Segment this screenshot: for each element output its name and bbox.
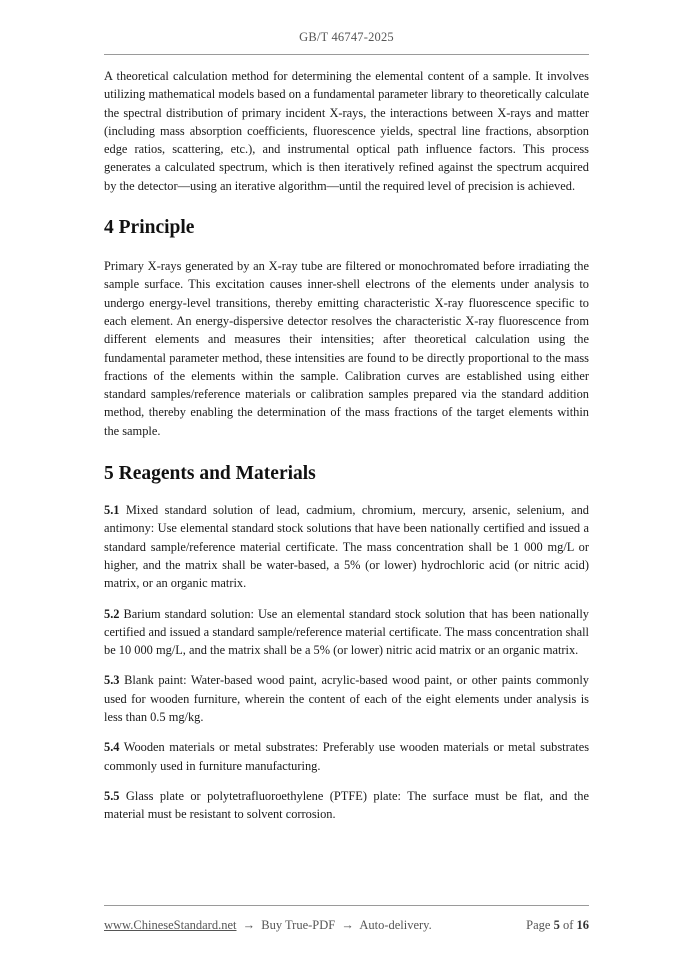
clause-text: Blank paint: Water-based wood paint, acrylic-based wood paint, or other paints commonly used for wooden furniture, wherein the content of each of the eight elements under analysis is less than 0.5 mg/kg. bbox=[104, 673, 589, 725]
arrow-right-icon: → bbox=[242, 918, 256, 932]
header-divider bbox=[104, 54, 589, 55]
document-footer bbox=[104, 918, 589, 933]
definition-paragraph: A theoretical calculation method for determining the elemental content of a sample. It involves utilizing mathematical models based on a fundamental parameter library to theoretically calculate the spectral distribution of primary incident X-rays, the interactions between X-rays and matter (including mass absorption coefficients, fluorescence yields, spectral line fractions, absorption edge ratios, scattering, etc.), and instrumental optical path influence factors. This process generates a calculated spectrum, which is then iteratively refined against the spectrum acquired by the detector—using an iterative algorithm—until the required level of precision is achieved. bbox=[104, 69, 589, 193]
page-indicator bbox=[526, 918, 589, 933]
principle-heading: 4 Principle bbox=[104, 217, 195, 239]
reagents-heading: 5 Reagents and Materials bbox=[104, 463, 316, 485]
clause-text: Barium standard solution: Use an elemental standard stock solution that has been nationally certified and issued a standard sample/reference material certificate. The mass concentration shall be 10 000 mg/L, and the matrix shall be a 5% (or lower) nitric acid matrix or an organic matrix. bbox=[104, 606, 589, 658]
principle-paragraph: Primary X-rays generated by an X-ray tube are filtered or monochromated before irradiating the sample surface. This excitation causes inner-shell electrons of the elements under analysis to undergo energy-level transitions, thereby emitting characteristic X-ray fluorescence specific to each element. An energy-dispersive detector resolves the characteristic X-ray fluorescence from different elements and measures their intensities; after theoretical calculation using the fundamental parameter method, these intensities are found to be directly proportional to the mass fractions of the elements within the sample. Calibration curves are established using either standard samples/reference materials or calibration samples prepared via the standard addition method, thereby enabling the determination of the mass fractions of the target elements within the sample. bbox=[104, 259, 589, 438]
clause-text: Glass plate or polytetrafluoroethylene (PTFE) plate: The surface must be flat, and the material must be resistant to solvent corrosion. bbox=[104, 788, 589, 822]
clause-text: Wooden materials or metal substrates: Preferably use wooden materials or metal substrates commonly used in furniture manufacturing. bbox=[104, 740, 590, 773]
page-content bbox=[104, 67, 589, 836]
clause-number: 5.2 bbox=[104, 606, 120, 621]
footer-promo bbox=[104, 918, 432, 933]
delivery-text: Auto-delivery. bbox=[359, 918, 432, 932]
clause-5-4 bbox=[104, 738, 589, 775]
page-total: 16 bbox=[576, 918, 589, 932]
page-of: of bbox=[562, 918, 574, 932]
website-link[interactable]: www.ChineseStandard.net bbox=[104, 918, 237, 932]
footer-divider bbox=[104, 905, 589, 906]
clause-number: 5.4 bbox=[104, 740, 120, 755]
clause-text: Mixed standard solution of lead, cadmium, chromium, mercury, arsenic, selenium, and antimony: Use elemental standard stock solutions that have been nationally certified and issued a standard sample/reference material certificate. The mass concentration shall be 1 000 mg/L or higher, and the matrix shall be water-based, a 5% (or lower) hydrochloric acid (or nitric acid) matrix, or an organic matrix. bbox=[104, 503, 589, 591]
clause-number: 5.5 bbox=[104, 788, 120, 803]
page-current: 5 bbox=[553, 918, 560, 932]
clause-5-1 bbox=[104, 501, 589, 592]
buy-text: Buy True-PDF bbox=[261, 918, 336, 932]
clause-5-2 bbox=[104, 605, 589, 660]
clause-5-3 bbox=[104, 671, 589, 726]
document-header bbox=[0, 30, 693, 45]
arrow-right-icon: → bbox=[341, 918, 354, 932]
standard-code: GB/T 46747-2025 bbox=[299, 30, 394, 44]
clause-5-5 bbox=[104, 787, 589, 824]
clause-number: 5.1 bbox=[104, 503, 120, 518]
page-label: Page bbox=[526, 918, 551, 932]
clause-number: 5.3 bbox=[104, 673, 120, 688]
